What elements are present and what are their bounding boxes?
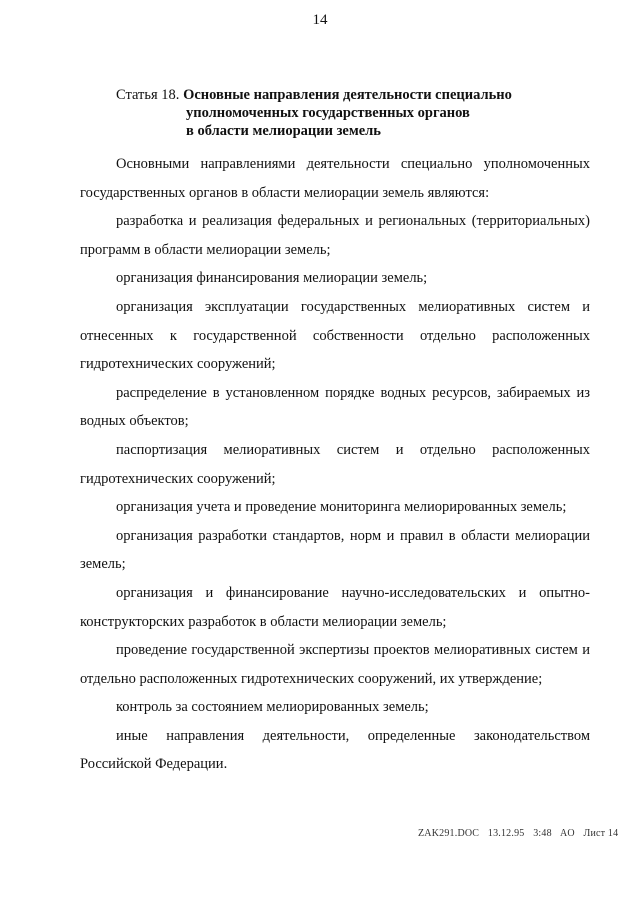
list-item: организация разработки стандартов, норм и правил в области мелиорации земель; (80, 527, 590, 573)
list-item: организация учета и проведение мониторинга мелиорированных земель; (116, 499, 567, 516)
footer-sheet: Лист 14 (583, 828, 619, 839)
footer-time: 3:48 (533, 828, 552, 839)
body-paragraph: Основными направлениями деятельности специально уполномоченных государственных органов в области мелиорации земель являются: (80, 156, 590, 201)
list-item: иные направления деятельности, определенные законодательством Российской Федерации. (80, 727, 590, 773)
footer-code: AO (559, 828, 575, 839)
list-item: организация и финансирование научно-исследовательских и опытно-конструкторских разработок в области мелиорации земель; (80, 584, 590, 630)
document-footer (418, 828, 624, 839)
list-item: паспортизация мелиоративных систем и отдельно расположенных гидротехнических сооружений; (80, 441, 590, 487)
list-item: организация эксплуатации государственных мелиоративных систем и отнесенных к государственной собственности отдельно расположенных гидротехнических сооружений; (80, 298, 590, 373)
list-item: организация финансирования мелиорации земель; (116, 270, 428, 287)
article-title-line-3: в области мелиорации земель (186, 123, 381, 139)
article-body (80, 150, 590, 779)
footer-filename: ZAK291.DOC (418, 828, 480, 839)
page-number: 14 (312, 12, 328, 28)
footer-date: 13.12.95 (487, 828, 525, 839)
article-title-line-1: Основные направления деятельности специально (183, 87, 512, 103)
article-label: Статья 18. (116, 87, 180, 103)
article-heading (116, 86, 536, 140)
list-item: контроль за состоянием мелиорированных земель; (116, 699, 429, 716)
list-item: распределение в установленном порядке водных ресурсов, забираемых из водных объектов; (80, 384, 590, 430)
article-title-line-2: уполномоченных государственных органов (186, 105, 470, 121)
article-heading-line-1 (116, 86, 536, 104)
list-item: проведение государственной экспертизы проектов мелиоративных систем и отдельно расположенных гидротехнических сооружений, их утверждение; (80, 642, 590, 687)
list-item: разработка и реализация федеральных и региональных (территориальных) программ в области мелиорации земель; (80, 213, 590, 258)
